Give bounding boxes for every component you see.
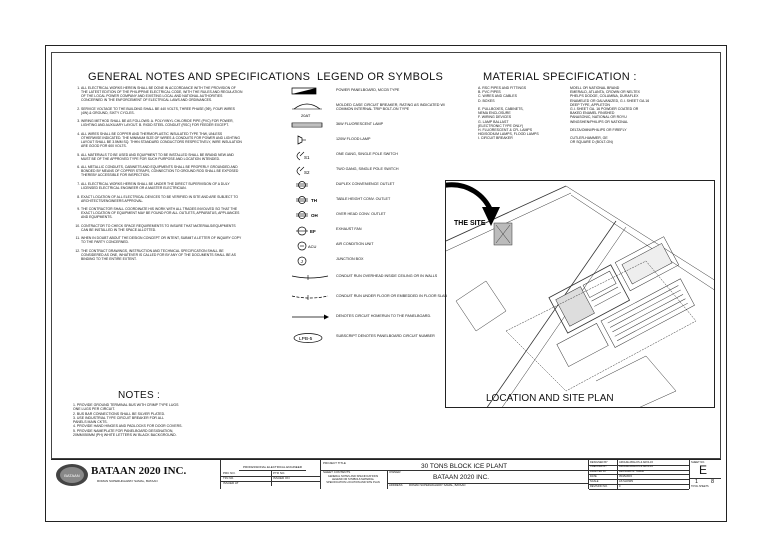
note-item: 5. PROVIDE NAMEPLATE FOR PANELBOARD DESIGNATION, xyxy=(73,428,174,433)
material-item: E. PULLBOXES, CABINETS, xyxy=(478,106,524,111)
owner-address: ROMAN SUPERHIGHWAY SAMAL, BATAAN xyxy=(409,483,466,487)
svg-text:BATAAN: BATAAN xyxy=(64,473,80,478)
ptr-label: PTR NO. xyxy=(273,471,286,475)
legend-text: OVER HEAD CONV. OUTLET xyxy=(336,212,386,216)
general-notes-list xyxy=(73,86,243,266)
info-value: 05/15/2015 xyxy=(619,474,632,478)
lamp-36-icon xyxy=(290,120,330,134)
svg-text:S1: S1 xyxy=(304,155,310,160)
material-item: NEMA ENCLOSURE xyxy=(478,111,511,116)
legend-text: CONDUIT RUN OVERHEAD INSIDE CEILING OR IN WALLS xyxy=(336,274,438,278)
sheet-number: 1 xyxy=(695,479,699,485)
info-value: 0 xyxy=(619,484,621,488)
legend-item-junction xyxy=(290,255,455,269)
legend-text: TABLE HEIGHT CONV. OUTLET xyxy=(336,197,391,201)
legend-text: SUBSCRIPT DENOTES PANELBOARD CIRCUIT NUMBER xyxy=(336,334,435,338)
junction-icon xyxy=(290,255,330,269)
legend-text: EXHAUST FAN xyxy=(336,227,362,231)
note-item: 3. USE INDUSTRIAL TYPE CIRCUIT BREAKER FOR ALL xyxy=(73,415,164,420)
professional-cell xyxy=(221,460,321,489)
sheet-info-cell xyxy=(589,460,721,489)
material-brand: DELTA/OMNI/PHILIPS OR FIREFLY xyxy=(570,127,627,132)
general-note-item: 2. SERVICE VOLTAGE TO THE BUILDING SHALL BE 440 VOLTS, THREE PHASE (3Φ), FOUR WIRES (4W) & GROUND, SIXTY CYCLES. xyxy=(81,107,243,115)
legend-text: 120W FLOOD LAMP xyxy=(336,137,371,141)
lamp-120-icon xyxy=(290,135,330,149)
homerun-icon xyxy=(290,312,330,326)
breaker-icon xyxy=(290,101,330,118)
issued-at-label: ISSUED AT xyxy=(223,481,239,485)
material-spec-list xyxy=(478,86,718,145)
material-item: C. WIRES AND CABLES xyxy=(478,94,517,99)
material-item: F. WIRING DEVICES xyxy=(478,115,512,120)
legend-text: TWO GANG, SINGLE POLE SWITCH xyxy=(336,167,399,171)
svg-text:TH: TH xyxy=(311,198,317,203)
legend-text: CONDUIT RUN UNDER FLOOR OR EMBEDDED IN FLOOR SLAB xyxy=(336,294,447,298)
material-brand: PHELPS DODGE, COLUMBIA, DURAFLEX xyxy=(570,94,639,99)
prc-label: PRC NO. xyxy=(223,471,236,475)
legend-text: DENOTES CIRCUIT HOMERUN TO THE PANELBOARD. xyxy=(336,314,432,318)
legend-text: POWER PANELBOARD, MCCB TYPE xyxy=(336,88,400,92)
general-note-item: 11. WHEN IN DOUBT ABOUT THE DESIGN CONCEPT OR INTENT, SUBMIT A LETTER OF INQUIRY COPY TO THE PARTY CONCERNED. xyxy=(81,236,243,244)
svg-text:LPB-5: LPB-5 xyxy=(299,337,313,342)
material-item: I. CIRCUIT BREAKER xyxy=(478,136,513,141)
professional-label: PROFESSIONAL ELECTRICAL ENGINEER xyxy=(239,466,306,471)
tin-label: TIN NO. xyxy=(223,476,234,480)
issued-on-label: ISSUED ON xyxy=(273,476,290,480)
material-item: HID/SODIUM LAMPS, FLOOD LAMPS xyxy=(478,132,539,137)
legend-text: JUNCTION BOX xyxy=(336,257,364,261)
sheet-total: 8 xyxy=(711,479,715,485)
info-label: REVISION NO. xyxy=(590,484,608,488)
sheet-contents-label: SHEET CONTENTS xyxy=(323,470,351,474)
site-pointer-arrow xyxy=(445,180,506,241)
run-under-icon xyxy=(290,292,330,306)
table-height-icon xyxy=(290,195,330,209)
notes-list xyxy=(73,403,273,437)
aircon-icon xyxy=(290,240,330,254)
legend-text: AIR CONDITION UNIT xyxy=(336,242,374,246)
legend-item-table-height xyxy=(290,195,455,209)
legend-item-exhaust xyxy=(290,225,455,239)
svg-text:S2: S2 xyxy=(304,170,310,175)
material-item: H. FLUORESCENT & CFL LAMPS xyxy=(478,127,533,132)
legend-item-overhead xyxy=(290,210,455,224)
general-note-item: 8. EXACT LOCATION OF ALL ELECTRICAL DEVICES TO BE VERIFIED IN SITE AND ARE SUBJECT TO ARCHITECTS/ENGINEERS APPROVAL. xyxy=(81,195,243,203)
general-note-item: 12. THE CONTRACT DRAWINGS, INSTRUCTION AND TECHNICAL SPECIFICATION SHALL BE CONSIDERED AS ONE, WHATEVER IS CALLED FOR BY ANY OF THE DOCUMENTS SHALL BE AS BINDING TO THE ENTIRE EXTENT. xyxy=(81,249,243,261)
sheet-no-label: SHEET NO. xyxy=(691,460,705,464)
material-item: G. LAMP BALLAST xyxy=(478,119,509,124)
info-label: SCALE xyxy=(590,479,599,483)
material-item: (ELECTRONIC TYPE ONLY) xyxy=(478,123,524,128)
general-note-item: 6. ALL METALLIC CONDUITS, CABINETS AND EQUIPMENTS SHALL BE PROPERLY GROUNDED AND BONDED BY MEANS OF COPPER STRAPS, CONNECTION TO GROUND ROD SHALL BE EXPOSED THEREBY ACCESSIBLE FOR INSPECTION. xyxy=(81,165,243,177)
material-brand: EMERALD, ATLANTA, CROWN OR NELTEX xyxy=(570,90,641,95)
site-label: THE SITE xyxy=(454,220,486,227)
legend-item-run-under xyxy=(290,292,455,306)
info-label: DESIGNED BY xyxy=(590,460,608,464)
material-row xyxy=(478,140,718,144)
material-brand: DEEP TYPE, APPLETON xyxy=(570,102,610,107)
material-item: B. PVC PIPES xyxy=(478,90,501,95)
info-value: ARCHIE ABALOS & AROLJO xyxy=(619,465,654,469)
sheet-letter: E xyxy=(699,463,708,477)
panelboard-icon xyxy=(290,86,330,100)
info-label: CHECKED BY xyxy=(590,465,607,469)
svg-text:20AT: 20AT xyxy=(301,113,311,118)
location-caption: LOCATION AND SITE PLAN xyxy=(486,393,614,404)
material-brand: WINGSHEN/PHILIPS OR NATIONAL xyxy=(570,119,629,124)
info-label: DRAFTED BY xyxy=(590,470,607,474)
subscript-icon xyxy=(290,332,330,346)
project-cell xyxy=(321,460,589,489)
overhead-icon xyxy=(290,210,330,224)
switch-2-icon xyxy=(290,165,330,179)
run-overhead-icon xyxy=(290,272,330,286)
material-brand: PANASONIC, NATIONAL OR ROYU xyxy=(570,115,627,120)
general-notes-heading: GENERAL NOTES AND SPECIFICATIONS xyxy=(88,71,311,83)
title-block xyxy=(51,459,721,489)
legend-item-lamp-120 xyxy=(290,135,455,149)
legend-item-switch-2 xyxy=(290,165,455,179)
company-cell xyxy=(51,460,221,489)
legend-text: 36W FLUORESCENT LAMP xyxy=(336,122,384,126)
address-label: ADDRESS xyxy=(389,483,403,487)
sheet-contents: GENERAL NOTES AND SPECIFICATIONS LEGEND OR SYMBOLS MATERIAL SPECIFICATION LOCATION AND SITE PLAN xyxy=(326,474,380,484)
material-brand: OR SQUARE D (BOLT-ON) xyxy=(570,140,613,145)
material-brand: CUTLER-HAMMER, GE xyxy=(570,136,608,141)
legend-item-panelboard xyxy=(290,86,455,100)
note-item: 20MMX50MM (PH) WHITE LETTERS W/ BLACK BACKGROUND. xyxy=(73,433,177,438)
owner-label: OWNER xyxy=(389,470,401,474)
material-brand: BAKED ENAMEL FINISHED xyxy=(570,111,615,116)
owner-name: BATAAN 2020 INC. xyxy=(433,474,490,481)
legend-item-switch-1 xyxy=(290,150,455,164)
note-item: PANELS MAIN CKTS. xyxy=(73,420,108,425)
company-name: BATAAN 2020 INC. xyxy=(91,465,187,477)
project-title: 30 TONS BLOCK ICE PLANT xyxy=(421,463,508,470)
legend-item-run-overhead xyxy=(290,272,455,286)
note-item: ONE LUGS PER CIRCUIT. xyxy=(73,407,116,412)
svg-text:J: J xyxy=(300,258,303,264)
info-value: AS SHOWN xyxy=(619,479,634,483)
svg-text:OH: OH xyxy=(311,213,318,218)
info-value: LEONARD G. TADLE xyxy=(619,470,644,474)
general-note-item: 10. CONTRACTOR TO CHECK SPACE REQUIREMENTS TO INSURE THAT MATERIALS/EQUIPMENTS CAN BE INSTALLED IN THE SPACE ALLOTTED. xyxy=(81,224,243,232)
material-brand: MOELL OR NATIONAL BRAND xyxy=(570,86,620,90)
info-value: ARCHIE ABALOS & AROLJO xyxy=(619,460,654,464)
general-note-item: 7. ALL ELECTRICAL WORKS HEREIN SHALL BE UNDER THE DIRECT SUPERVISION OF A DULY LICENSED ELECTRICAL ENGINEER OR A MASTER ELECTRICIAN. xyxy=(81,182,243,190)
exhaust-icon xyxy=(290,225,330,239)
note-item: 1. PROVIDE GROUND TERMINAL BUS WITH CRIMP TYPE LUGS xyxy=(73,403,179,407)
note-item: 4. PROVIDE HAND HINGES AND PADLOCKS FOR DOOR COVERS. xyxy=(73,424,183,429)
general-note-item: 1. ALL ELECTRICAL WORKS HEREIN SHALL BE DONE IN ACCORDANCE WITH THE PROVISION OF THE LATEST EDITION OF THE PHILIPPINE ELECTRICAL CODE, WITH THE RULES AND REGULATION OF THE LOCAL POWER COMPANY AND EXISTING LOCAL AND NATIONAL AUTHORITIES CONCERNED IN THE ENFORCEMENT OF ELECTRICAL LAWS AND ORDINANCES. xyxy=(81,86,243,102)
note-item: 2. BUS BAR CONNECTIONS SHALL BE SILVER PLATED. xyxy=(73,411,166,416)
duplex-icon xyxy=(290,180,330,194)
legend-item-breaker xyxy=(290,101,455,118)
general-note-item: 5. ALL MATERIALS TO BE USED AND EQUIPMENT TO BE INSTALLED SHALL BE BRAND NEW AND MUST BE OF THE APPROVED TYPE FOR SUCH PURPOSE AND LOCATION INTENDED. xyxy=(81,153,243,161)
company-logo-icon xyxy=(55,463,89,487)
svg-text:EF: EF xyxy=(310,229,316,234)
site-plan-frame xyxy=(445,180,715,408)
project-title-label: PROJECT TITLE xyxy=(323,461,346,465)
general-note-item: 4. ALL WIRES SHALL BE COPPER AND THERMOPLASTIC INSULATED TYPE THW, UNLESS OTHERWISE INDICATED. THE MINIMUM SIZE OF WIRES & CONDUITS FOR POWER AND LIGHTING LAYOUT SHALL BE 3.5MM SQ. THHN STANDARD CONDUCTORS RESPECTIVELY, WIRE INSULATION ARE GOOD FOR 600 VOLTS. xyxy=(81,132,243,148)
legend-item-lamp-36 xyxy=(290,120,455,134)
notes-heading: NOTES : xyxy=(118,390,161,401)
info-label: DATE xyxy=(590,474,597,478)
legend-text: ONE GANG, SINGLE POLE SWITCH xyxy=(336,152,398,156)
company-address: ROMAN SUPERHIGHWAY SAMAL, BATAAN xyxy=(97,479,158,483)
legend-text: DUPLEX CONVENIENCE OUTLET xyxy=(336,182,395,186)
switch-1-icon xyxy=(290,150,330,164)
legend-item-subscript xyxy=(290,332,455,346)
material-item: A. RSC PIPES AND FITTINGS xyxy=(478,86,527,90)
legend-item-homerun xyxy=(290,312,455,326)
legend-item-aircon xyxy=(290,240,455,254)
general-note-item: 3. WIRING METHOD SHALL BE AS FOLLOWS: A. POLYVINYL CHLORIDE PIPE (PVC) FOR POWER, LIGHTING AND AUXILIARY LAYOUT. B. RIGID STEEL CONDUIT (RSC) FOR FEEDER EXCEPT. xyxy=(81,119,243,127)
svg-text:ACU: ACU xyxy=(308,244,317,249)
legend-item-duplex xyxy=(290,180,455,194)
general-note-item: 9. THE CONTRACTOR SHALL COORDINATE HIS WORK WITH ALL TRADES INVOLVED SO THAT THE EXACT LOCATION OF EQUIPMENT MAY BE FOUND FOR ALL OUTLETS, APPARATUS, APPLIANCES AND EQUIPMENTS. xyxy=(81,207,243,219)
material-brand: G.I. SHEET GA. 16 POWDER COATED OR xyxy=(570,106,639,111)
material-heading: MATERIAL SPECIFICATION : xyxy=(483,71,637,83)
legend-heading: LEGEND OR SYMBOLS xyxy=(317,71,444,83)
legend-text: MOLDED CASE CIRCUIT BREAKER, RATING AS INDICATED W/ COMMON INTERNAL TRIP BOLT-ON TYPE xyxy=(336,103,445,112)
material-item: D. BOXES xyxy=(478,98,495,103)
total-sheets-label: TOTAL SHEETS xyxy=(691,485,709,488)
material-brand: ENAMELED OR GALVANIZED, G.I. SHEET GA.16 xyxy=(570,98,650,103)
